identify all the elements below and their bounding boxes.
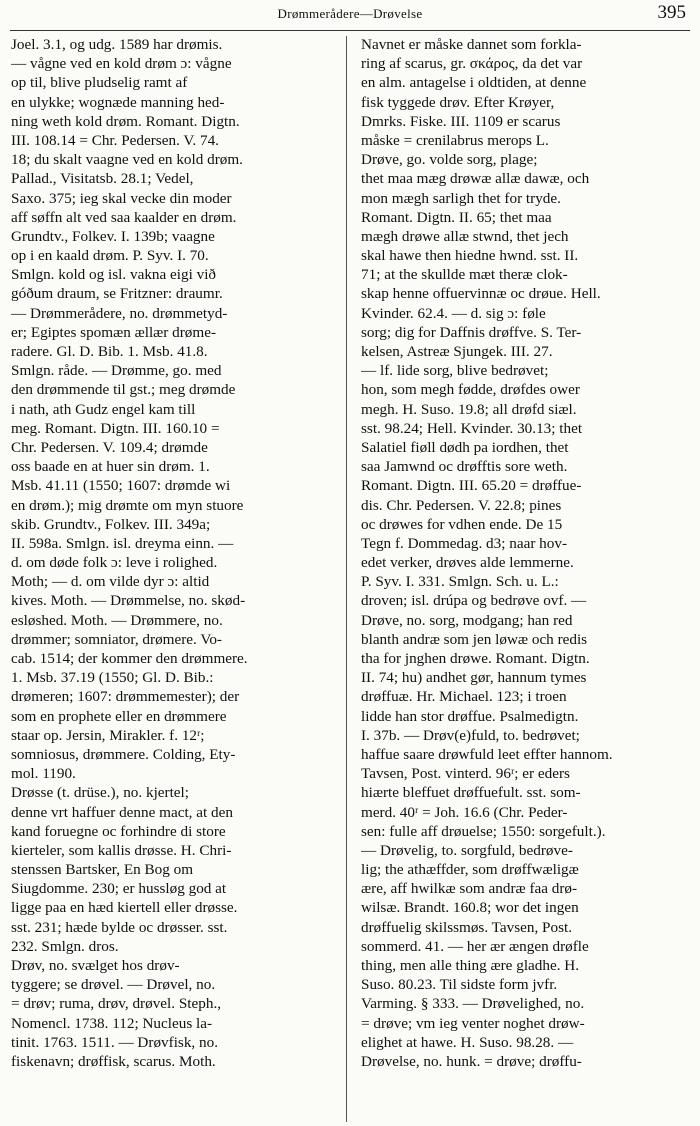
text-line: fiskenavn; drøffisk, scarus. Moth. [11,1052,216,1070]
text-line: — Drømmerådere, no. drømmetyd- [11,304,228,322]
text-line: thing, men alle thing ære gladhe. H. [361,957,580,974]
text-line: kierteler, som kallis drøsse. H. Chri- [11,841,232,859]
text-line: edet verker, drøves alde lemmerne. [361,554,574,572]
text-line: — Drøvelig, to. sorgfuld, bedrøve- [361,841,573,859]
text-line: Drøv, no. svælget hos drøv- [11,957,180,974]
text-line: II. 74; hu) andhet gør, hannum tymes [361,669,587,687]
text-line: dis. Chr. Pedersen. V. 22.8; pines [361,496,562,514]
text-line: skap henne offuervinnæ oc drøue. Hell. [361,285,601,303]
text-line: ligge paa en hæd kiertell eller drøsse. [11,899,238,917]
text-line: Dmrks. Fiske. III. 1109 er scarus [361,112,561,130]
text-line: tyggere; se drøvel. — Drøvel, no. [11,976,216,994]
text-line: i nath, ath Gudz engel kam till [11,400,196,418]
text-line: op i en kaald drøm. P. Syv. I. 70. [11,247,209,265]
text-line: er; Egiptes spomæn ællær drøme- [11,323,217,341]
text-line: saa Jamwnd oc drøfftis sore weth. [361,458,568,476]
text-line: I. 37b. — Drøv(e)fuld, to. bedrøvet; [361,726,580,744]
text-line: Pallad., Visitatsb. 28.1; Vedel, [11,170,194,188]
text-line: oss baade en at huer sin drøm. 1. [11,458,210,476]
text-line: Siugdomme. 230; er hussløg god at [11,880,227,898]
text-line: Chr. Pedersen. V. 109.4; drømde [11,438,208,456]
text-line: mægh drøwe allæ stwnd, thet jech [361,227,569,245]
right-column [361,35,694,1071]
text-line: Msb. 41.11 (1550; 1607: drømde wi [11,477,231,495]
text-line: måske = crenilabrus merops L. [361,131,549,149]
text-line: den drømmende til gst.; meg drømde [11,381,236,399]
text-line: Varming. § 333. — Drøvelighed, no. [361,995,585,1013]
text-line: aff søffn alt ved saa kaalder en drøm. [11,208,237,226]
text-line: III. 108.14 = Chr. Pedersen. V. 74. [11,131,219,149]
text-line: drøffuelig skilssmøs. Tavsen, Post. [361,918,573,936]
header-rule [10,30,690,31]
page-header [0,2,700,26]
text-line: meg. Romant. Digtn. III. 160.10 = [11,419,220,437]
column-divider [346,36,347,1122]
text-line: kives. Moth. — Drømmelse, no. skød- [11,592,246,610]
text-line: Drøvelse, no. hunk. = drøve; drøffu- [361,1052,582,1070]
text-line: Tegn f. Dommedag. d3; naar hov- [361,534,568,552]
text-line: P. Syv. I. 331. Smlgn. Sch. u. L.: [361,573,559,591]
text-line: en alm. antagelse i oldtiden, at denne [361,74,587,92]
text-line: hon, som megh fødde, drøfdes ower [361,381,580,399]
text-line: 232. Smlgn. dros. [11,937,119,955]
text-line: drømmer; somniator, drømere. Vo- [11,630,222,648]
text-line: wilsæ. Brandt. 160.8; wor det ingen [361,899,579,917]
text-line: som en prophete eller en drømmere [11,707,227,725]
text-line: kelsen, Astreæ Sjungek. III. 27. [361,343,553,360]
text-line: Romant. Digtn. III. 65.20 = drøffue- [361,477,582,495]
text-line: tinit. 1763. 1511. — Drøvfisk, no. [11,1033,218,1051]
text-line: blanth andræ som jen løwæ och redis [361,630,588,648]
text-line: sst. 231; hæde bylde oc drøsser. sst. [11,918,228,936]
text-line: Grundtv., Folkev. I. 139b; vaagne [11,227,215,245]
text-line: Smlgn. kold og isl. vakna eigi við [11,266,217,284]
text-line: en drøm.); mig drømte om myn stuore [11,496,244,514]
text-line: 18; du skalt vaagne ved en kold drøm. [11,151,243,169]
text-line: Smlgn. råde. — Drømme, go. med [11,362,222,380]
text-line: ære, aff hwilkæ som andræ faa drø- [361,880,578,898]
text-line: op til, blive pludselig ramt af [11,74,188,92]
text-line: somniosus, drømmere. Colding, Ety- [11,745,236,763]
text-line: ning weth kold drøm. Romant. Digtn. [11,112,240,130]
text-line: mol. 1190. [11,765,76,783]
text-line: sommerd. 41. — her ær ængen drøfle [361,937,589,955]
text-line: Saxo. 375; ieg skal vecke din moder [11,189,232,207]
text-line: d. om døde folk ɔ: leve i rolighed. [11,554,218,572]
text-line: = drøv; ruma, drøv, drøvel. Steph., [11,995,222,1013]
text-line: Kvinder. 62.4. — d. sig ɔ: føle [361,304,546,322]
text-line: sst. 98.24; Hell. Kvinder. 30.13; thet [361,419,583,437]
text-line: skal hawe then hiedne hwnd. sst. II. [361,247,579,265]
text-line: staar op. Jersin, Mirakler. f. 12ʳ; [11,726,205,744]
text-line: Nomencl. 1738. 112; Nucleus la- [11,1014,213,1032]
text-line: droven; isl. drúpa og bedrøve ovf. — [361,592,587,610]
text-line: Suso. 80.23. Til sidste form jvfr. [361,976,558,994]
text-line: skib. Grundtv., Folkev. III. 349a; [11,515,211,533]
text-line: mon mægh sarligh thet for tryde. [361,189,561,207]
text-line: drømeren; 1607: drømmemester); der [11,688,240,706]
text-line: radere. Gl. D. Bib. 1. Msb. 41.8. [11,343,208,360]
text-line: oc drøwes for vdhen ende. De 15 [361,515,563,533]
text-line: 1. Msb. 37.19 (1550; Gl. D. Bib.: [11,669,214,687]
running-head: Drømmerådere—Drøvelse [277,6,423,21]
text-line: denne vrt haffuer denne mact, at den [11,803,233,821]
text-line: Romant. Digtn. II. 65; thet maa [361,208,552,226]
text-line: Drøve, go. volde sorg, plage; [361,151,538,169]
text-line: megh. H. Suso. 19.8; all drøfd siæl. [361,400,577,418]
text-line: Drøsse (t. drüse.), no. kjertel; [11,784,189,802]
text-line: lig; the athæffder, som drøffwæligæ [361,861,579,879]
text-line: Tavsen, Post. vinterd. 96ʳ; er eders [361,765,570,783]
text-line: Navnet er måske dannet som forkla- [361,36,582,53]
text-line: fisk tyggede drøv. Efter Krøyer, [361,93,555,111]
text-line: — vågne ved en kold drøm ɔ: vågne [11,55,232,73]
text-line: elighet at hawe. H. Suso. 98.28. — [361,1033,574,1051]
text-line: haffue saare drøwfuld leet effter hannom. [361,745,613,763]
text-line: en ulykke; wognæde manning hed- [11,93,225,111]
text-line: sen: fulle aff drøuelse; 1550: sorgefult.). [361,822,606,840]
text-line: stenssen Bartsker, En Bog om [11,861,194,879]
left-column [11,35,344,1071]
text-line: Salatiel fiøll dødh pa iordhen, thet [361,438,569,456]
text-line: Drøve, no. sorg, modgang; han red [361,611,573,629]
text-line: thet maa mæg drøwæ allæ dawæ, och [361,170,590,188]
page-number: 395 [657,2,686,23]
text-line: sorg; dig for Daffnis drøffve. S. Ter- [361,323,582,341]
text-line: Moth; — d. om vilde dyr ɔ: altid [11,573,210,591]
text-line: tha for jnghen drøwe. Romant. Digtn. [361,650,590,667]
text-line: lidde han stor drøffue. Psalmedigtn. [361,707,579,725]
text-line: cab. 1514; der kommer den drømmere. [11,650,248,667]
text-line: merd. 40ʳ = Joh. 16.6 (Chr. Peder- [361,803,568,821]
text-line: kand foruegne oc forhindre di store [11,822,226,840]
text-line: hiærte bleffuet drøffuefult. sst. som- [361,784,581,802]
text-line: — lf. lide sorg, blive bedrøvet; [361,362,549,380]
text-line: drøffuæ. Hr. Michael. 123; i troen [361,688,567,706]
text-line: = drøve; vm ieg venter noghet drøw- [361,1014,585,1032]
text-line: góðum draum, se Fritzner: draumr. [11,285,223,303]
text-line: Joel. 3.1, og udg. 1589 har drømis. [11,36,223,53]
text-line: esløshed. Moth. — Drømmere, no. [11,611,223,629]
text-line: II. 598a. Smlgn. isl. dreyma einn. — [11,534,234,552]
text-line: 71; at the skullde mæt theræ clok- [361,266,568,284]
text-line: ring af scarus, gr. σκάρος, da det var [361,55,583,73]
